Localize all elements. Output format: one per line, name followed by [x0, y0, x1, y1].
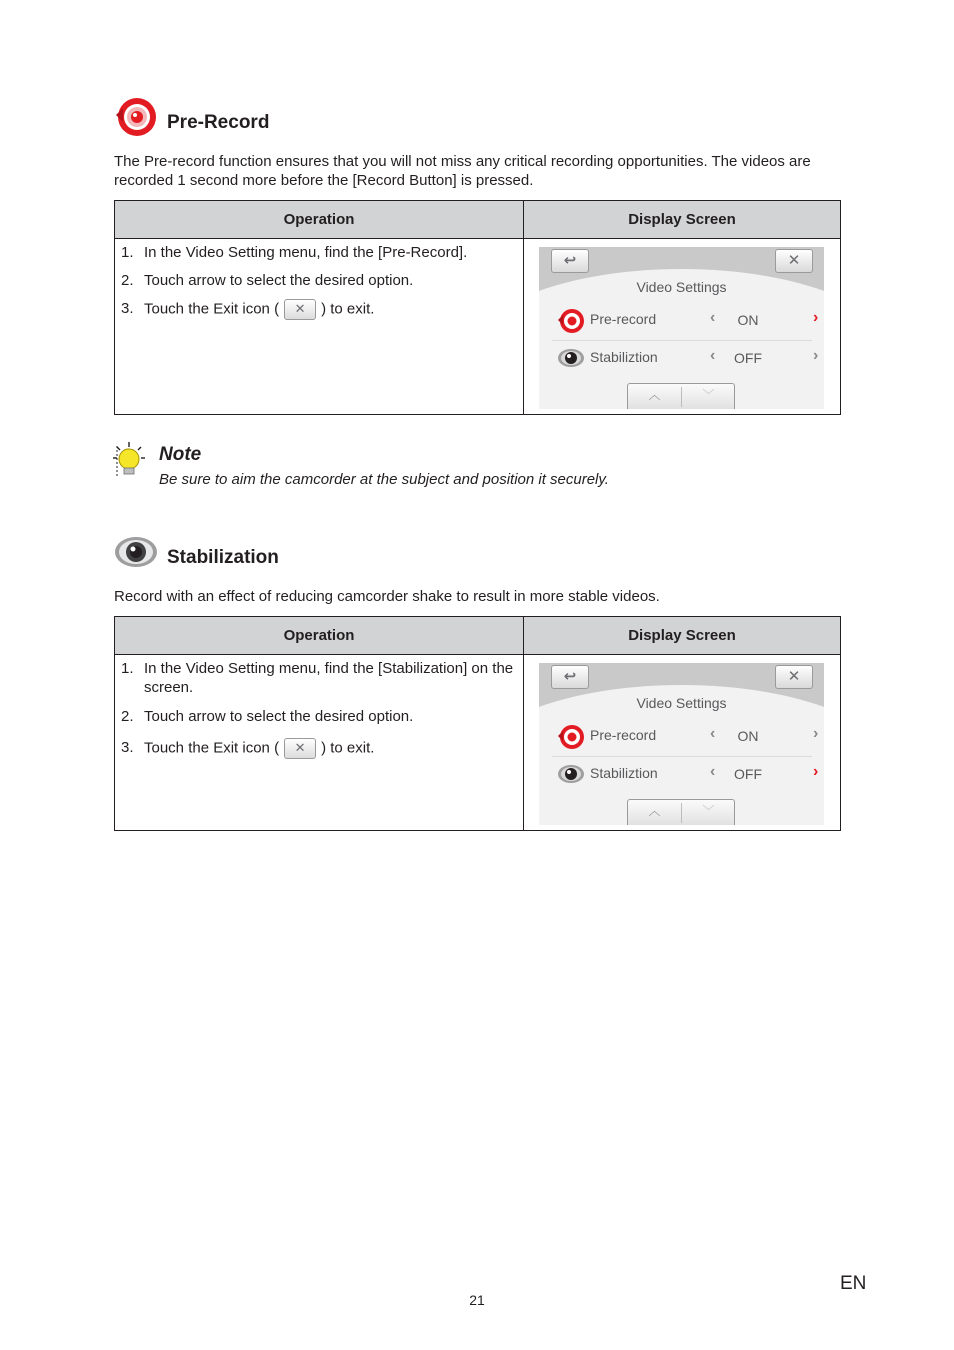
screen-title: Video Settings: [636, 279, 727, 295]
video-settings-screen: [539, 247, 824, 409]
left-arrow-button[interactable]: ‹: [710, 725, 716, 742]
video-settings-screen: [539, 663, 824, 825]
setting-value: ON: [737, 312, 759, 328]
right-arrow-button[interactable]: ›: [813, 763, 819, 780]
stabilization-description: Record with an effect of reducing camcorder shake to result in more stable videos.: [114, 588, 660, 605]
screen-title: Video Settings: [636, 695, 727, 711]
scroll-down-button[interactable]: ﹀: [702, 804, 715, 818]
close-icon[interactable]: ✕: [775, 665, 813, 689]
scroll-up-button[interactable]: ︿: [648, 388, 661, 402]
language-label: EN: [840, 1273, 867, 1294]
section-title-pre-record: Pre-Record: [167, 112, 270, 133]
left-arrow-button[interactable]: ‹: [710, 763, 716, 780]
lightbulb-icon: [112, 441, 148, 477]
operation-header: Operation: [115, 617, 524, 655]
pre-record-table: [114, 200, 841, 415]
stabilization-icon: [556, 346, 586, 370]
pre-record-description: The Pre-record function ensures that you will not miss any critical recording opportunities. The videos are recorded 1 second more before the [Record Button] is pressed.: [114, 153, 811, 189]
exit-icon: ✕: [284, 299, 316, 320]
display-screen-cell: [524, 655, 841, 831]
stabilization-table: [114, 616, 841, 831]
display-screen-cell: [524, 239, 841, 415]
step-item: 3. Touch the Exit icon ( ✕ ) to exit.: [121, 738, 523, 759]
back-icon[interactable]: ↩: [551, 665, 589, 689]
step-item: 3. Touch the Exit icon ( ✕ ) to exit.: [121, 299, 523, 320]
page-nav: [627, 799, 735, 825]
display-screen-header: Display Screen: [524, 201, 841, 239]
setting-value: OFF: [734, 350, 762, 366]
stabilization-icon: [113, 535, 159, 569]
setting-row-pre-record: Pre-record ‹ ON ›: [556, 303, 808, 337]
operation-cell: [115, 655, 524, 831]
display-screen-header: Display Screen: [524, 617, 841, 655]
back-icon[interactable]: ↩: [551, 249, 589, 273]
right-arrow-button[interactable]: ›: [813, 309, 819, 326]
step-item: 2. Touch arrow to select the desired option.: [121, 708, 414, 725]
section-title-stabilization: Stabilization: [167, 547, 279, 568]
scroll-up-button[interactable]: ︿: [648, 804, 661, 818]
step-item: 1. In the Video Setting menu, find the [Pre-Record].: [121, 244, 468, 261]
scroll-down-button[interactable]: ﹀: [702, 388, 715, 402]
setting-value: ON: [737, 728, 759, 744]
setting-row-stabilization: Stabiliztion ‹ OFF ›: [556, 341, 808, 375]
right-arrow-button[interactable]: ›: [813, 725, 819, 742]
left-arrow-button[interactable]: ‹: [710, 347, 716, 364]
step-item: 2. Touch arrow to select the desired option.: [121, 272, 414, 289]
close-icon[interactable]: ✕: [775, 249, 813, 273]
setting-value: OFF: [734, 766, 762, 782]
page-nav: [627, 383, 735, 409]
exit-icon: ✕: [284, 738, 316, 759]
left-arrow-button[interactable]: ‹: [710, 309, 716, 326]
operation-cell: [115, 239, 524, 415]
note-text: Be sure to aim the camcorder at the subject and position it securely.: [159, 471, 609, 488]
right-arrow-button[interactable]: ›: [813, 347, 819, 364]
stabilization-icon: [556, 762, 586, 786]
note-title: Note: [159, 444, 202, 465]
pre-record-icon: [556, 308, 586, 334]
setting-row-pre-record: Pre-record ‹ ON ›: [556, 719, 808, 753]
setting-row-stabilization: Stabiliztion ‹ OFF ›: [556, 757, 808, 791]
pre-record-icon: [113, 96, 159, 138]
pre-record-icon: [556, 724, 586, 750]
page-number: 21: [469, 1292, 485, 1308]
operation-header: Operation: [115, 201, 524, 239]
step-item: 1. In the Video Setting menu, find the [Stabilization] on the screen.: [121, 660, 514, 696]
